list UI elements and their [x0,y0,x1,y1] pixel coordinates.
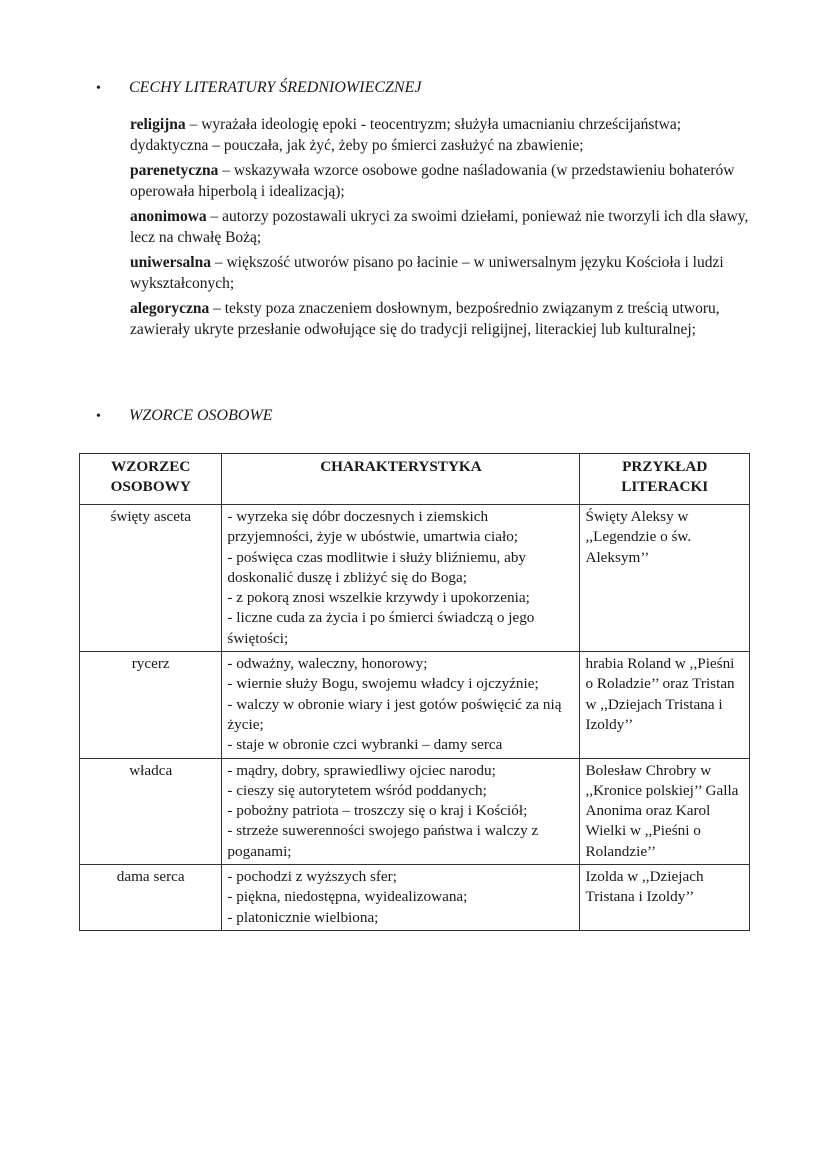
trait-item: - odważny, waleczny, honorowy; [227,655,428,673]
feature-item [130,252,755,294]
table-row [80,652,750,758]
model-example: Izolda w ,,Dziejach Tristana i Izoldy’’ [580,865,750,931]
model-example: hrabia Roland w ,,Pieśni o Roladzie’’ oraz Tristan w ,,Dziejach Tristana i Izoldy’’ [580,652,750,758]
model-example: Święty Aleksy w ,,Legendzie o św. Aleksym’’ [580,505,750,652]
model-name: rycerz [80,652,222,758]
trait-item: - mądry, dobry, sprawiedliwy ojciec narodu; [227,761,496,779]
trait-item: - cieszy się autorytetem wśród poddanych; [227,781,487,799]
trait-item: - platonicznie wielbiona; [227,908,379,926]
model-example: Bolesław Chrobry w ,,Kronice polskiej’’ Galla Anonima oraz Karol Wielki w ,,Pieśni o Rolandzie’’ [580,758,750,864]
section-title: CECHY LITERATURY ŚREDNIOWIECZNEJ [129,79,422,96]
feature-description: – wyrażała ideologię epoki - teocentryzm; służyła umacnianiu chrześcijaństwa; [185,116,682,133]
feature-item [130,135,755,156]
model-traits [222,758,580,864]
feature-item [130,206,755,248]
table-header-row [80,454,750,505]
header-characteristics: CHARAKTERYSTYKA [222,454,580,505]
trait-item: - walczy w obronie wiary i jest gotów poświęcić za nią życie; [227,695,562,733]
bullet-icon: • [96,409,101,424]
trait-item: - poświęca czas modlitwie i służy bliźniemu, aby doskonalić duszę i zbliżyć się do Boga; [227,548,527,586]
features-list [130,114,755,344]
feature-term: religijna [130,116,186,133]
table-row [80,865,750,931]
feature-item [130,160,755,202]
table-row [80,505,750,652]
feature-description: – teksty poza znaczeniem dosłownym, bezpośrednio związanym z treścią utworu, zawierały ukryte przesłanie odwołujące się do tradycji religijnej, literackiej lub kulturalnej; [130,300,720,338]
header-example: PRZYKŁAD LITERACKI [580,454,750,505]
table-row [80,758,750,864]
trait-item: - pobożny patriota – troszczy się o kraj i Kościół; [227,802,528,820]
trait-item: - pochodzi z wyższych sfer; [227,868,397,886]
trait-item: - staje w obronie czci wybranki – damy serca [227,736,503,754]
trait-item: - wyrzeka się dóbr doczesnych i ziemskich przyjemności, żyje w ubóstwie, umartwia ciało; [227,508,519,546]
model-name: władca [80,758,222,864]
model-name: dama serca [80,865,222,931]
feature-item [130,298,755,340]
model-name: święty asceta [80,505,222,652]
section-heading-models [96,407,273,425]
feature-item [130,114,755,135]
models-table [79,453,750,931]
trait-item: - wiernie służy Bogu, swojemu władcy i ojczyźnie; [227,675,539,693]
trait-item: - liczne cuda za życia i po śmierci świadczą o jego świętości; [227,609,535,647]
model-traits [222,865,580,931]
section-heading-features [96,79,421,97]
feature-term: anonimowa [130,208,207,225]
feature-description: – większość utworów pisano po łacinie – w uniwersalnym języku Kościoła i ludzi wykształconych; [130,254,724,292]
feature-description: – autorzy pozostawali ukryci za swoimi dziełami, ponieważ nie tworzyli ich dla sławy, lecz na chwałę Bożą; [130,208,749,246]
feature-term: alegoryczna [130,300,210,317]
model-traits [222,505,580,652]
section-title: WZORCE OSOBOWE [129,407,273,424]
feature-term: parenetyczna [130,162,219,179]
feature-term: uniwersalna [130,254,211,271]
trait-item: - z pokorą znosi wszelkie krzywdy i upokorzenia; [227,589,530,607]
header-model: WZORZEC OSOBOWY [80,454,222,505]
model-traits [222,652,580,758]
trait-item: - strzeże suwerenności swojego państwa i walczy z poganami; [227,822,539,860]
trait-item: - piękna, niedostępna, wyidealizowana; [227,888,468,906]
feature-description: dydaktyczna – pouczała, jak żyć, żeby po śmierci zasłużyć na zbawienie; [130,137,584,154]
feature-description: – wskazywała wzorce osobowe godne naśladowania (w przedstawieniu bohaterów operowała hiperbolą i idealizacją); [130,162,735,200]
bullet-icon: • [96,81,101,96]
